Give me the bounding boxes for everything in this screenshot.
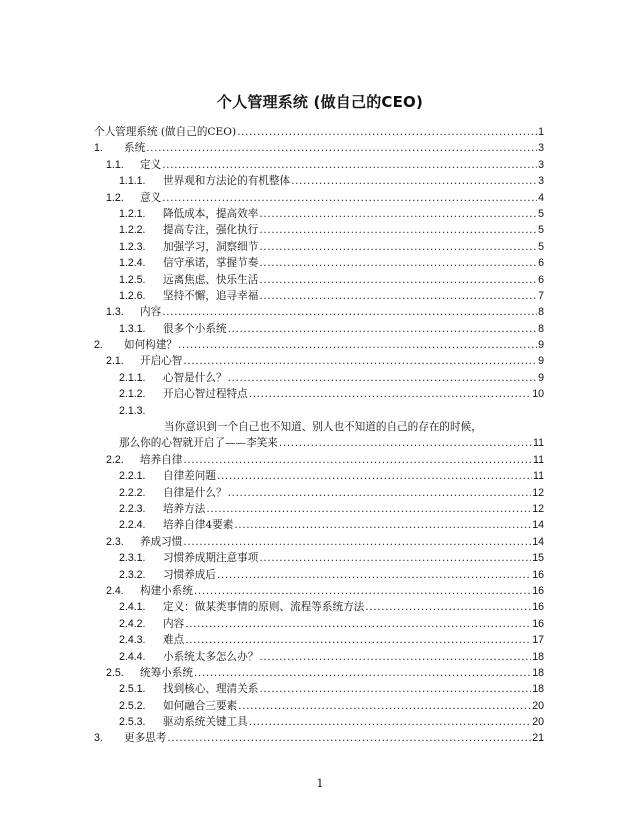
- toc-entry-title: 习惯养成后: [163, 568, 216, 581]
- toc-leader-dots: [178, 337, 537, 353]
- toc-leader-dots: [238, 698, 531, 714]
- toc-entry[interactable]: [94, 173, 544, 189]
- toc-entry-title: 内容: [140, 306, 162, 319]
- toc-entry-title: 个人管理系统 (做自己的CEO): [94, 126, 237, 138]
- toc-leader-dots: [228, 485, 532, 501]
- toc-entry-page: 18: [532, 666, 544, 679]
- toc-entry-number: 1.2.6.: [119, 289, 146, 302]
- toc-entry[interactable]: [94, 468, 544, 484]
- toc-entry[interactable]: [94, 534, 544, 550]
- toc-entry-page: 5: [538, 240, 544, 253]
- toc-entry-title: 定义: [140, 158, 162, 171]
- toc-entry-page: 1: [538, 126, 544, 138]
- toc-entry-page: 7: [538, 289, 544, 302]
- toc-leader-dots: [365, 599, 531, 615]
- toc-entry-number: 1.1.1.: [119, 175, 146, 188]
- toc-entry-page: 11: [533, 453, 544, 466]
- toc-leader-dots: [167, 730, 531, 746]
- toc-leader-dots: [249, 386, 531, 402]
- toc-entry-page: 3: [538, 142, 544, 155]
- toc-entry-title: 找到核心、理清关系: [163, 683, 259, 696]
- toc-entry-number: 1.1.: [106, 158, 124, 171]
- toc-entry-page: 20: [532, 716, 544, 729]
- toc-leader-dots: [206, 501, 531, 517]
- toc-entry-number: 2.2.2.: [119, 486, 146, 499]
- document-title: 个人管理系统 (做自己的CEO): [216, 93, 424, 111]
- toc-entry-title: 如何构建？: [124, 339, 177, 352]
- toc-entry-title: 统筹小系统: [140, 666, 193, 679]
- toc-entry-page: 14: [532, 519, 544, 532]
- toc-entry-title: 心智是什么？: [163, 371, 227, 384]
- toc-leader-dots: [185, 616, 531, 632]
- toc-entry-title: 自律是什么？: [163, 486, 227, 499]
- toc-leader-dots: [259, 550, 531, 566]
- toc-leader-dots: [228, 321, 538, 337]
- toc-entry-page: 18: [532, 650, 544, 663]
- toc-leader-dots: [259, 649, 531, 665]
- toc-entry-title: 自律差问题: [163, 470, 216, 483]
- toc-entry-title: 当你意识到一个自己也不知道、别人也不知道的自己的存在的时候，: [164, 421, 482, 434]
- toc-entry-page: 8: [538, 306, 544, 319]
- toc-entry-number: 2.4.4.: [119, 650, 146, 663]
- toc-entry-title: 培养自律: [140, 453, 183, 466]
- toc-entry-number: 1.2.4.: [119, 257, 146, 270]
- toc-entry-page: 16: [532, 601, 544, 614]
- toc-entry-number: 2.2.: [106, 453, 124, 466]
- toc-entry-title: 小系统太多怎么办？: [163, 650, 259, 663]
- toc-entry[interactable]: [94, 255, 544, 271]
- toc-entry-title: 构建小系统: [140, 584, 193, 597]
- toc-entry-number: 3.: [94, 732, 103, 745]
- toc-entry[interactable]: [94, 157, 544, 173]
- toc-leader-dots: [249, 714, 531, 730]
- toc-entry-number: 2.4.2.: [119, 617, 146, 630]
- toc-entry[interactable]: [94, 206, 544, 222]
- toc-leader-dots: [162, 190, 537, 206]
- toc-entry-title: 习惯养成期注意事项: [163, 552, 259, 565]
- toc-entry-page: 4: [538, 191, 544, 204]
- toc-leader-dots: [291, 173, 537, 189]
- toc-leader-dots: [259, 288, 537, 304]
- toc-entry-number: 2.5.1.: [119, 683, 146, 696]
- toc-entry-number: 2.2.3.: [119, 502, 146, 515]
- toc-entry[interactable]: [94, 386, 544, 402]
- toc-entry-title: 培养自律4要素: [163, 519, 234, 532]
- toc-entry-multiline[interactable]: [94, 403, 544, 452]
- toc-leader-dots: [259, 239, 537, 255]
- toc-entry-page: 11: [533, 437, 544, 450]
- toc-entry-page: 17: [532, 634, 544, 647]
- toc-leader-dots: [259, 272, 537, 288]
- toc-entry-number: 1.3.: [106, 306, 124, 319]
- toc-entry-title: 养成习惯: [140, 535, 183, 548]
- toc-entry[interactable]: [94, 222, 544, 238]
- toc-entry-title-continued: 那么你的心智就开启了——李笑来: [119, 437, 278, 450]
- toc-entry-title: 提高专注，强化执行: [163, 224, 259, 237]
- toc-entry-title: 世界观和方法论的有机整体: [163, 175, 291, 188]
- toc-entry-page: 12: [532, 502, 544, 515]
- toc-entry[interactable]: [94, 239, 544, 255]
- toc-entry-title: 难点: [163, 634, 185, 647]
- toc-entry-title: 驱动系统关键工具: [163, 716, 248, 729]
- toc-entry-number: 2.1.: [106, 355, 124, 368]
- toc-entry-number: 1.2.: [106, 191, 124, 204]
- toc-entry[interactable]: [94, 190, 544, 206]
- toc-entry-page: 9: [538, 339, 544, 352]
- toc-entry[interactable]: [94, 272, 544, 288]
- toc-leader-dots: [259, 255, 537, 271]
- toc-entry-number: 1.2.3.: [119, 240, 146, 253]
- toc-entry[interactable]: [94, 583, 544, 599]
- toc-entry-number: 2.5.3.: [119, 716, 146, 729]
- toc-entry[interactable]: [94, 567, 544, 583]
- toc-entry-number: 2.4.1.: [119, 601, 146, 614]
- toc-leader-dots: [259, 222, 537, 238]
- toc-entry-title: 开启心智过程特点: [163, 388, 248, 401]
- toc-entry[interactable]: [94, 321, 544, 337]
- toc-entry[interactable]: [94, 681, 544, 697]
- toc-leader-dots: [217, 567, 531, 583]
- toc-leader-dots: [194, 583, 531, 599]
- toc-entry[interactable]: [94, 517, 544, 533]
- toc-entry-number: 2.1.2.: [119, 388, 146, 401]
- toc-leader-dots: [237, 124, 537, 140]
- toc-leader-dots: [162, 304, 537, 320]
- toc-entry-title: 开启心智: [140, 355, 183, 368]
- toc-entry-title: 内容: [163, 617, 185, 630]
- toc-entry-number: 1.2.5.: [119, 273, 146, 286]
- toc-entry[interactable]: [94, 599, 544, 615]
- toc-entry-number: 2.3.2.: [119, 568, 146, 581]
- toc-entry[interactable]: [94, 353, 544, 369]
- toc-entry-number: 2.: [94, 339, 103, 352]
- toc-entry-page: 9: [538, 355, 544, 368]
- toc-leader-dots: [183, 353, 537, 369]
- toc-entry[interactable]: [94, 124, 544, 140]
- toc-entry-page: 5: [538, 224, 544, 237]
- toc-entry-page: 6: [538, 273, 544, 286]
- toc-entry-page: 14: [532, 535, 544, 548]
- toc-entry-number: 2.3.: [106, 535, 124, 548]
- toc-entry-title: 如何融合三要素: [163, 699, 238, 712]
- toc-leader-dots: [185, 632, 531, 648]
- toc-entry-title: 坚持不懈，追寻幸福: [163, 289, 259, 302]
- toc-leader-dots: [234, 517, 531, 533]
- toc-entry-number: 1.: [94, 142, 103, 155]
- toc-leader-dots: [162, 157, 537, 173]
- toc-entry-title: 加强学习，洞察细节: [163, 240, 259, 253]
- toc-entry-title: 系统: [124, 142, 146, 155]
- toc-leader-dots: [183, 452, 532, 468]
- toc-entry-page: 16: [532, 617, 544, 630]
- table-of-contents: [94, 124, 544, 747]
- toc-entry[interactable]: [94, 714, 544, 730]
- toc-entry[interactable]: [94, 288, 544, 304]
- toc-entry[interactable]: [94, 501, 544, 517]
- toc-entry-number: 1.3.1.: [119, 322, 146, 335]
- toc-entry-page: 10: [532, 388, 544, 401]
- toc-entry-page: 16: [532, 584, 544, 597]
- toc-entry-title: 培养方法: [163, 502, 206, 515]
- toc-leader-dots: [183, 534, 531, 550]
- toc-entry-page: 21: [532, 732, 544, 745]
- toc-entry-page: 15: [532, 552, 544, 565]
- toc-entry-number: 2.5.2.: [119, 699, 146, 712]
- toc-entry-page: 12: [532, 486, 544, 499]
- toc-leader-dots: [194, 665, 531, 681]
- toc-entry-page: 3: [538, 158, 544, 171]
- toc-leader-dots: [228, 370, 538, 386]
- toc-leader-dots: [259, 681, 531, 697]
- toc-entry[interactable]: [94, 698, 544, 714]
- toc-entry-page: 16: [532, 568, 544, 581]
- toc-entry-title: 信守承诺，掌握节奏: [163, 257, 259, 270]
- toc-entry[interactable]: [94, 616, 544, 632]
- toc-entry-number: 2.2.1.: [119, 470, 146, 483]
- toc-leader-dots: [217, 468, 532, 484]
- toc-entry[interactable]: [94, 304, 544, 320]
- toc-entry-title: 定义：做某类事情的原则、流程等系统方法: [163, 601, 365, 614]
- toc-entry-page: 20: [532, 699, 544, 712]
- toc-entry-page: 8: [538, 322, 544, 335]
- toc-entry-page: 3: [538, 175, 544, 188]
- toc-entry-number: 2.5.: [106, 666, 124, 679]
- toc-entry-page: 18: [532, 683, 544, 696]
- toc-entry-title: 很多个小系统: [163, 322, 227, 335]
- toc-entry[interactable]: [94, 140, 544, 156]
- toc-leader-dots: [259, 206, 537, 222]
- toc-entry[interactable]: [94, 665, 544, 681]
- toc-entry-number: 2.4.3.: [119, 634, 146, 647]
- toc-entry-title: 意义: [140, 191, 162, 204]
- toc-entry[interactable]: [94, 337, 544, 353]
- toc-entry-number: 1.2.2.: [119, 224, 146, 237]
- toc-entry-page: 11: [533, 470, 544, 483]
- toc-entry[interactable]: [94, 649, 544, 665]
- toc-entry[interactable]: [94, 452, 544, 468]
- toc-entry-title: 远离焦虑、快乐生活: [163, 273, 259, 286]
- toc-entry[interactable]: [94, 550, 544, 566]
- toc-entry-page: 5: [538, 207, 544, 220]
- toc-entry-number: 2.2.4.: [119, 519, 146, 532]
- toc-entry-number: 2.4.: [106, 584, 124, 597]
- toc-entry-number: 2.3.1.: [119, 552, 146, 565]
- page-number: 1: [316, 777, 324, 790]
- toc-entry-page: 6: [538, 257, 544, 270]
- toc-entry-title: 降低成本，提高效率: [163, 207, 259, 220]
- toc-entry[interactable]: [94, 730, 544, 746]
- toc-entry-number: 1.2.1.: [119, 207, 146, 220]
- toc-entry[interactable]: [94, 632, 544, 648]
- toc-entry-number: 2.1.3.: [119, 404, 146, 417]
- toc-entry[interactable]: [94, 370, 544, 386]
- toc-entry[interactable]: [94, 485, 544, 501]
- toc-leader-dots: [279, 435, 532, 451]
- toc-entry-title: 更多思考: [124, 732, 167, 745]
- toc-leader-dots: [146, 140, 537, 156]
- toc-entry-page: 9: [538, 371, 544, 384]
- toc-entry-number: 2.1.1.: [119, 371, 146, 384]
